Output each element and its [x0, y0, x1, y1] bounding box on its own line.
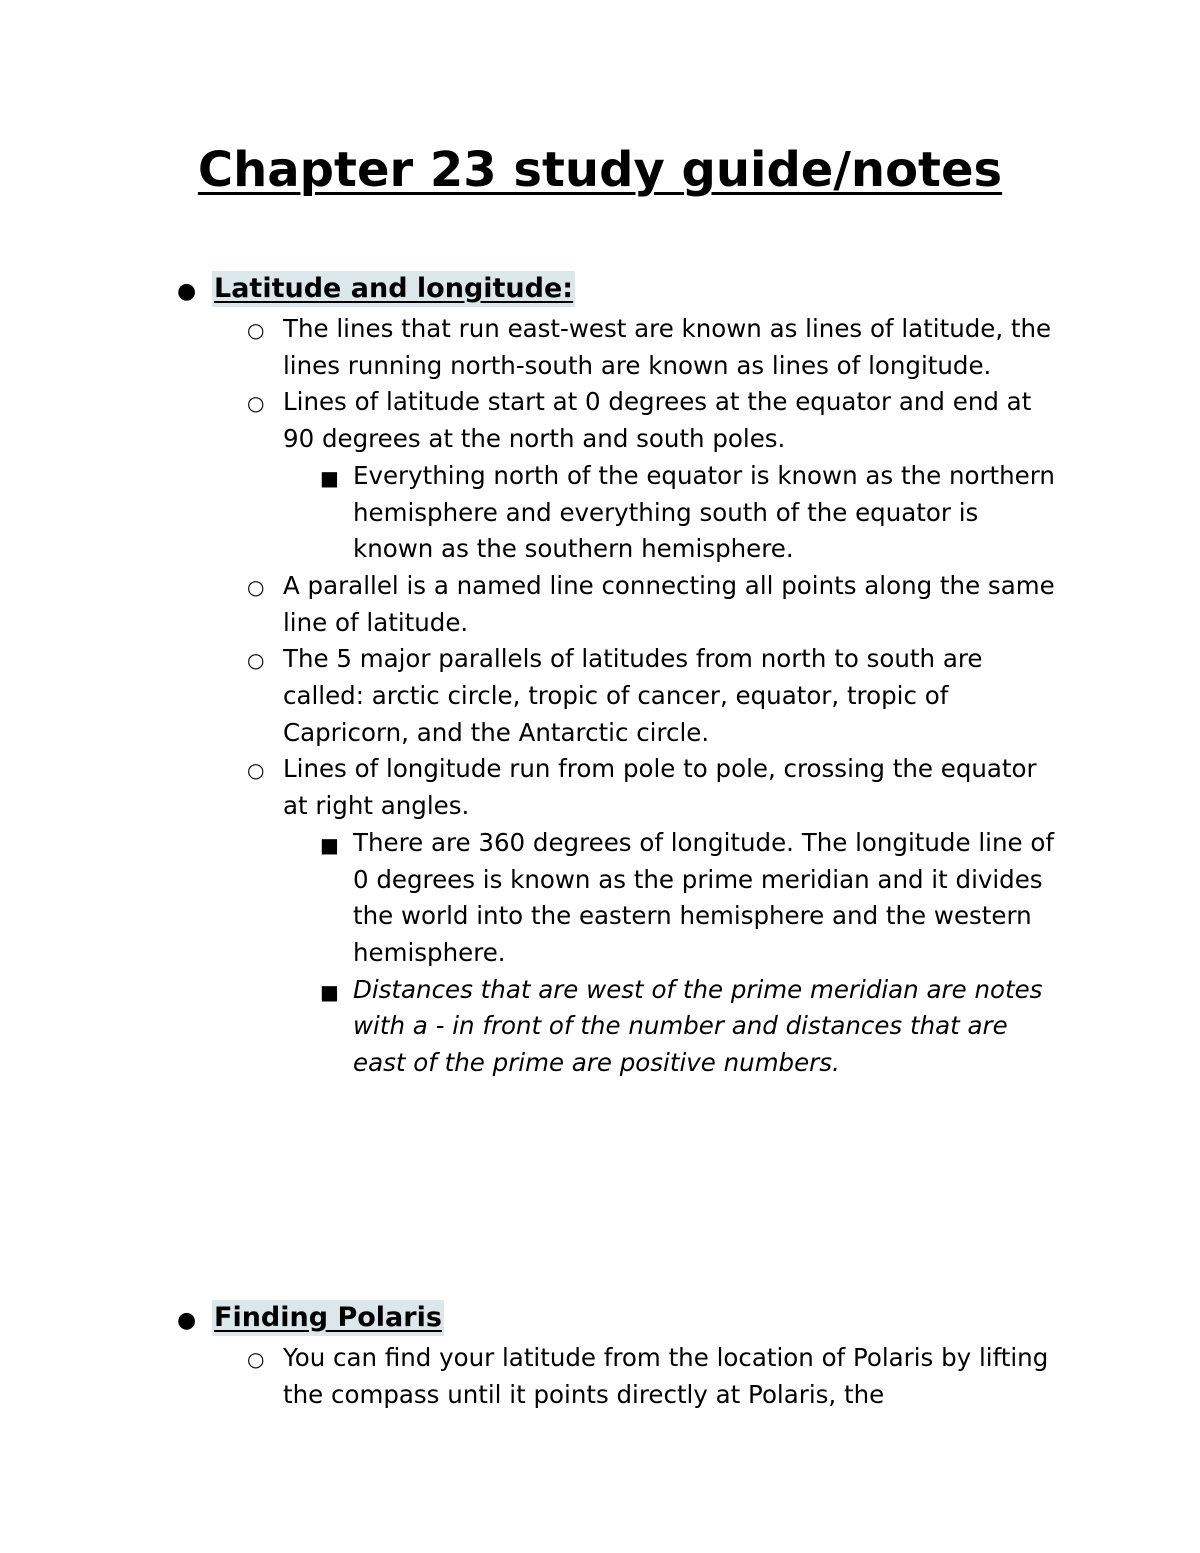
sub-list-item-text: There are 360 degrees of longitude. The longitude line of 0 degrees is known as the prime meridian and it divides the world into the eastern hemisphere and the western hemisphere.: [353, 827, 1054, 967]
hollow-circle-bullet-icon: ○: [247, 391, 265, 416]
list-item: [0, 311, 1063, 384]
hollow-circle-bullet-icon: ○: [247, 318, 265, 342]
section-heading: Latitude and longitude:: [212, 271, 575, 307]
sub-list-item: [0, 458, 1063, 568]
hollow-circle-bullet-icon: ○: [247, 758, 265, 783]
sub-list-item-text: Everything north of the equator is known as the northern hemisphere and everything south of the equator is known as the southern hemisphere.: [353, 460, 1055, 564]
section-latitude-longitude: [0, 271, 1200, 1082]
hollow-circle-bullet-icon: ○: [247, 574, 265, 599]
sub-list-item: [0, 825, 1063, 972]
page-title: Chapter 23 study guide/notes: [197, 142, 1003, 198]
filled-circle-bullet-icon: ●: [177, 279, 197, 304]
hollow-circle-bullet-icon: ○: [247, 1347, 265, 1371]
list-item: [0, 641, 1063, 751]
hollow-circle-bullet-icon: ○: [247, 648, 265, 673]
filled-square-bullet-icon: ■: [320, 832, 339, 857]
list-item: [0, 384, 1063, 457]
filled-square-bullet-icon: ■: [320, 979, 339, 1004]
filled-square-bullet-icon: ■: [320, 465, 339, 490]
list-item-text: You can find your latitude from the location of Polaris by lifting the compass until it points directly at Polaris, the: [283, 1343, 1049, 1409]
list-item-text: Lines of longitude run from pole to pole, crossing the equator at right angles.: [283, 754, 1037, 821]
sub-list-item: [0, 972, 1063, 1082]
list-item-text: The 5 major parallels of latitudes from north to south are called: arctic circle, tropic of cancer, equator, tropic of Capricorn, and the Antarctic circle.: [283, 644, 983, 747]
list-item: [0, 568, 1063, 641]
section-heading: Finding Polaris: [212, 1300, 444, 1336]
sub-list-item-text: Distances that are west of the prime meridian are notes with a - in front of the number and distances that are east of the prime are positive numbers.: [353, 974, 1043, 1078]
list-item: [0, 751, 1063, 824]
filled-circle-bullet-icon: ●: [177, 1308, 197, 1333]
section-heading-row: [0, 271, 1200, 311]
list-item-text: A parallel is a named line connecting all points along the same line of latitude.: [283, 570, 1055, 637]
list-item-text: Lines of latitude start at 0 degrees at the equator and end at 90 degrees at the north and south poles.: [283, 387, 1032, 454]
section-finding-polaris: [0, 1300, 1200, 1413]
list-item-text: The lines that run east-west are known as lines of latitude, the lines running north-south are known as lines of longitude.: [283, 314, 1052, 380]
list-item: [0, 1340, 1063, 1413]
section-heading-row: [0, 1300, 1200, 1340]
